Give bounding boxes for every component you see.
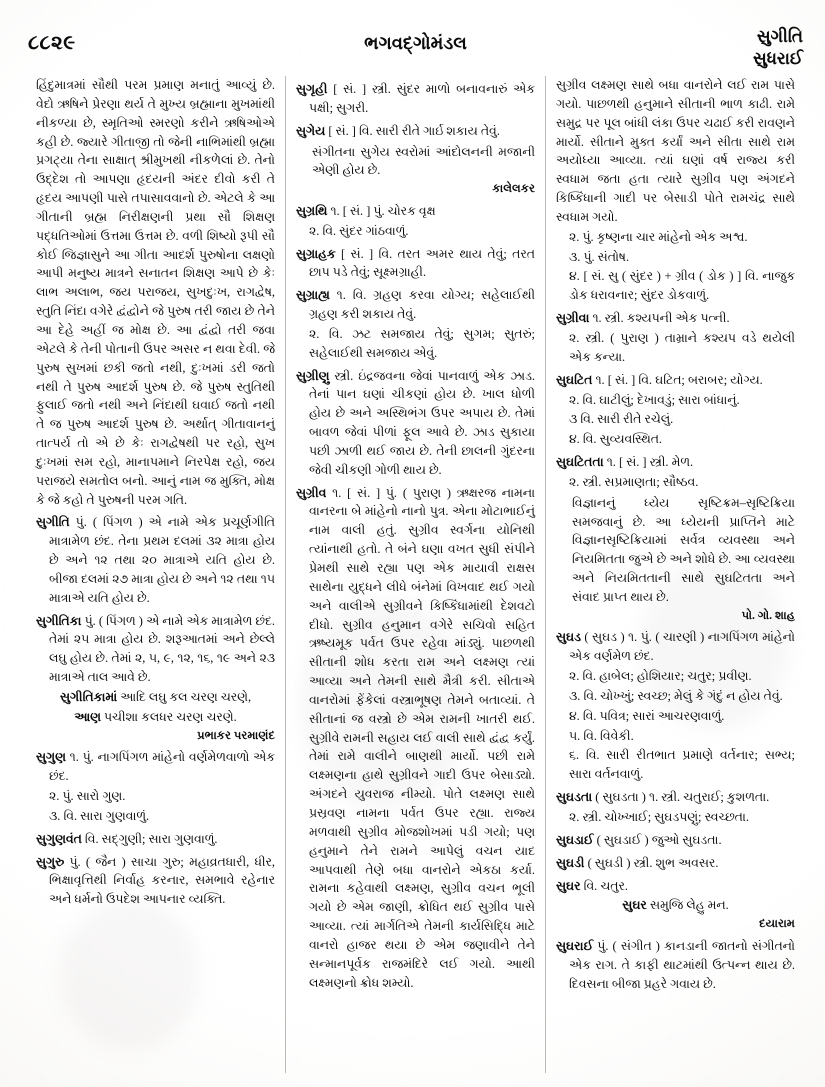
text-column-2 <box>285 76 545 1073</box>
sense-line: ૩. વિ. ચોખ્ખું; સ્વચ્છ; મેલું કે ગંદું ન હોય તેવું. <box>569 688 783 703</box>
dictionary-entry: સુઘરાઈ પું. ( સંગીત ) કાનડાની જાતનો સંગીતનો એક રાગ. તે કાફી થાટમાંથી ઉત્પન્ન થાય છે. દિવસના બીજા પ્રહરે ગવાય છે. <box>556 938 795 991</box>
citation-attribution: પ્રભાકર પરમાણંદ <box>197 728 275 742</box>
dictionary-entry: સુગ્રીણુ સ્ત્રી. ઇંદ્રજવના જેવાં પાનવાળું એક ઝાડ. તેનાં પાન ઘણાં ચીકણાં હોય છે. ખાલ ધોળી હોય છે અને અસ્થિભંગ ઉપર અપાય છે. તેમાં બાવળ જેવાં પીળાં ફૂલ આવે છે. ઝાડ સુકાયા પછી ઝાળી થઈ જાય છે. તેની છાલની ગુંદરના જેવી ચીકણી ગોળી થાય છે. <box>296 368 535 477</box>
sense-line: ૫. વિ. વિવેકી. <box>569 728 634 743</box>
guide-word-last: સુધરાઈ <box>752 49 803 69</box>
dictionary-entry: સુગૃહી [ સં. ] સ્ત્રી. સુંદર માળો બનાવનારું એક પક્ષી; સુગરી. <box>296 82 535 115</box>
carryover-paragraph: હિંદુમાત્રમાં સૌથી પરમ પ્રમાણ મનાતું આવ્યું છે. વેદો ઋષિને પ્રેરણા થર્ય તે મુખ્ય બ્રહ્માના મુખમાંથી નીકળ્યા છે, સ્મૃતિઓ સ્મરણો કરીને ઋષિઓએ કહી છે. જ્યારે ગીતાજી તો જેની નાભિમાંથી બ્રહ્મા પ્રગટ્યા તેના સાક્ષાત્ શ્રીમુખથી નીકળેલાં છે. તેનો ઉદ્દેશ તો આપણા હૃદયની અંદર દીવો કરી તે હૃદય આપણી પાસે તપાસાવવાનો છે. એટલે કે આ ગીતાની બ્રહ્મ નિરીક્ષણની પ્રથા સૌ શિક્ષણ પદ્ધતિઓમાં ઉત્તમા ઉત્તમ છે. વળી શિષ્યો રૂપી સૌ કોઈ જિજ્ઞાસુને આ ગીતા આદર્શ પુરુષોના લક્ષણો આપી મનુષ્ય માત્રને સનાતન શિક્ષણ આપે છે કેઃ લાભ અલાભ, જય પરાજય, સુખદુઃખ, રાગદ્વેષ, સ્તુતિ નિંદા વગેરે દ્વંદ્વોને જે પુરુષ તરી જાય છે તેને આ દેહે અહીં જ મોક્ષ છે. આ દ્વંદ્વો તરી જવા એટલે કે તેની પોતાની ઉપર અસર ન થવા દેવી. જે પુરુષ સુખમાં છકી જતો નથી, દુઃખમાં ડરી જતો નથી તે પુરુષ આદર્શ પુરુષ છે. જે પુરુષ સ્તુતિથી ફુલાઈ જતો નથી અને નિંદાથી ઘવાઈ જતો નથી તે જ પુરુષ આદર્શ પુરુષ છે. અર્થાત્ ગીતાવાનનું તાત્પર્ય તો એ છે કેઃ રાગદ્વેષથી પર રહો, સુખ દુઃખમાં સમ રહો, માનાપમાને નિરપેક્ષ રહો, જય પરાજયે સમતોલ બનો. આનું નામ જ મુક્તિ, મોક્ષ કે જે કહો તે પુરુષની પરમ ગતિ. <box>36 78 275 507</box>
usage-quote: વિજ્ઞાનનું ધ્યેય સૃષ્ટિક્રમ–સૃષ્ટિક્રિયા સમજવાનું છે. આ ધ્યેયની પ્રાપ્તિને માટે વિજ્ઞાનસૃષ્ટિક્રિયામાં સર્વત્ર વ્યવસ્થા અને નિયમિતતા જુએ છે અને શોધે છે. આ વ્યવસ્થા અને નિયમિતતાની સાથે સુઘટિતતા અને સંવાદ પ્રાપ્ત થાય છે. <box>572 495 795 604</box>
sense-line: ૨. વિ. હાબેલ; હોશિયાર; ચતુર; પ્રવીણ. <box>569 669 752 684</box>
sense-line: ૩. વિ. સારા ગુણવાળું. <box>49 808 150 823</box>
sense-line: ૨. પું. કૃષ્ણના ચાર માંહેનો એક અશ્વ. <box>569 229 748 244</box>
verse-line: આણ પચીશા કલધર ચરણ ચરણે. <box>74 709 237 724</box>
dictionary-entry: સુગેય [ સં. ] વિ. સારી રીતે ગાર્ઇ શકાય તેવું. <box>296 123 500 138</box>
dictionary-entry: સુઘર વિ. ચતુર. <box>556 878 628 893</box>
dictionary-entry: સુગુરુ પું. ( જૈન ) સાચા ગુરુ; મહાવ્રતધારી, ધીર, ભિક્ષાવૃત્તિથી નિર્વાહ કરનાર, સમભાવે રહેનાર અને ધર્મનો ઉપદેશ આપનાર વ્યક્તિ. <box>36 854 275 907</box>
sense-line: ૨. પું. સારો ગુણ. <box>49 788 126 803</box>
sense-line: ૩ વિ. સારી રીતે રચેલું. <box>569 412 674 427</box>
carryover-paragraph: સુગ્રીવ લક્ષ્મણ સાથે બધા વાનરોને લઈ રામ પાસે ગયો. પાછળથી હનુમાને સીતાની ભાળ કાઢી. રામે સમુદ્ર પર પૂલ બાંધી લંકા ઉપર ચઢાઈ કરી રાવણને માર્યો. સીતાને મુક્ત કર્યાં અને સીતા સાથે રામ અયોધ્યા આવ્યા. ત્યાં ઘણાં વર્ષ રાજ્ય કરી સ્વધામ જતા હતા ત્યારે સુગ્રીવ પણ અંગદને કિષ્કિંધાની ગાદી પર બેસાડી પોતે રામચંદ્ર સાથે સ્વધામ ગયો. <box>556 78 795 224</box>
dictionary-entry: સુગુણ ૧. પું. નાગપિંગળ માંહેનો વર્ણમેળવાળો એક છંદ. <box>36 750 275 784</box>
dictionary-entry: સુગુણવંત વિ. સદ્ગુણી; સારા ગુણવાળું. <box>36 831 218 846</box>
page-number: ૮૮૨૯ <box>28 32 76 54</box>
dictionary-entry: સુગ્રીવા ૧. સ્ત્રી. કશ્યપની એક પત્ની. <box>556 311 730 326</box>
dictionary-entry: સુઘટિત ૧. [ સં. ] વિ. ઘટિત; બરાબર; યોગ્ય. <box>556 372 763 387</box>
sense-line: ૨. સ્ત્રી. ચોખ્ખાઈ; સુઘડપણું; સ્વચ્છતા. <box>569 809 750 824</box>
sense-line: ૩. પું. સંતોષ. <box>569 249 630 264</box>
book-title: ભગવદ્ગોમંડલ <box>364 33 467 53</box>
guide-word-first: સુગીતિ <box>756 27 803 46</box>
citation-attribution: કાલેલકર <box>492 182 535 196</box>
usage-quote: સંગીતના સુગેય સ્વરોમાં આંદોલનની મજાની એણી હોય છે. <box>312 144 535 178</box>
sense-line: ૨. વિ. ઝટ સમજાય તેવું; સુગમ; સુતરું; સહેલાઈથી સમજાય એવું. <box>309 326 535 360</box>
sense-line: ૨. સ્ત્રી. ( પુરાણ ) તામ્રાને કશ્યપ વડે થયેલી એક કન્યા. <box>569 330 795 364</box>
column-container <box>26 76 805 1073</box>
text-column-1 <box>26 76 285 1073</box>
dictionary-entry: સુગીતિ પું. ( પિંગળ ) એ નામે એક પ્રચૂર્ણગીતિ માત્રામેળ છંદ. તેના પ્રથમ દલમાં ૩૨ માત્રા હોય છે અને ૧૨ તથા ૨૦ માત્રાએ યતિ હોય છે. બીજા દલમાં ૨૭ માત્રા હોય છે અને ૧૨ તથા ૧૫ માત્રાએ યતિ હોય છે. <box>36 515 275 605</box>
sense-line: ૬. વિ. સારી રીતભાત પ્રમાણે વર્તનાર; સભ્ય; સારા વર્તનવાળું. <box>569 748 795 782</box>
running-head <box>28 26 803 74</box>
dictionary-entry: સુગ્રાહક [ સં. ] વિ. તરત અમર થાય તેવું; તરત છાપ પડે તેવું; સૂક્ષ્મગ્રાહી. <box>296 246 535 280</box>
dictionary-entry: સુગીતિકા પું. ( પિંગળ ) એ નામે એક માત્રામેળ છંદ. તેમાં ૨૫ માત્રા હોય છે. શરૂઆતમાં અને છેલ્લે લઘુ હોય છે. તેમાં ૨, ૫, ૯, ૧૨, ૧૬, ૧૯ અને ૨૩ માત્રાએ તાલ આવે છે. <box>36 613 275 685</box>
citation-attribution: પો. ગો. શાહ <box>741 608 795 622</box>
guide-words <box>753 26 803 70</box>
dictionary-entry: સુગ્રથિ ૧. [ સં. ] પું. ચોરક વૃક્ષ <box>296 203 436 218</box>
verse-line: સુગીતિકામાં આદિ લઘુ કલ ચરણ ચરણે, <box>59 690 252 704</box>
dictionary-entry: સુગ્રાહ્ય ૧. વિ. ગ્રહણ કરવા યોગ્ય; સહેલાઈથી ગ્રહણ કરી શકાય તેવું. <box>296 288 535 322</box>
dictionary-entry: સુઘડાઈ ( સુઘડાઈ ) જુઓ સુઘડતા. <box>556 832 722 847</box>
verse-line: સુઘર સમુજિ લેહુ મન. <box>622 898 729 913</box>
sense-line: ૪. વિ. સુવ્યવસ્થિત. <box>569 432 663 447</box>
dictionary-entry: સુઘડ ( સુઘડ ) ૧. પું. ( ચારણી ) નાગપિંગળ માંહેનો એક વર્ણમેળ છંદ. <box>556 630 795 664</box>
sense-line: ૨. વિ. ઘાટીલું; દેખાવડું; સારા બાંધાનું. <box>569 392 740 407</box>
sense-line: ૪. વિ. પવિત્ર; સારાં આચરણવાળું. <box>569 708 725 723</box>
dictionary-entry: સુગ્રીવ ૧. [ સં. ] પું. ( પુરાણ ) ઋક્ષરજ નામના વાનરના બે માંહેનો નાનો પુત્ર. એના મોટાભાઈનું નામ વાલી હતું. સુગ્રીવ સ્વર્ગના યોનિથી ત્યાંનાથી હતો. તે બંને ઘણા વખત સુધી સંપીને પ્રેમથી સાથે રહ્યા પણ એક માયાવી રાક્ષસ સાથેના યુદ્ધને લીધે બંનેમાં વિખવાદ થઈ ગયો અને વાલીએ સુગ્રીવને કિષ્કિંધામાંથી દેશવટો દીધો. સુગ્રીવ હનુમાન વગેરે સચિવો સહિત ઋષ્યમૂક પર્વત ઉપર રહેવા માંડ્યું. પાછળથી સીતાની શોધ કરતા રામ અને લક્ષ્મણ ત્યાં આવ્યા અને તેમની સાથે મૈત્રી કરી. સીતાએ વાનરોમાં ફેંકેલાં વસ્ત્રાભૂષણ તેમને બતાવ્યાં. તે સીતાનાં જ વસ્ત્રો છે એમ રામની ખાતરી થઈ. સુગ્રીવે રામની સહાય લઈ વાલી સાથે દ્વંદ્વ કર્યું. તેમાં રામે વાલીને બાણથી માર્યો. પછી રામે લક્ષ્મણના હાથે સુગ્રીવને ગાદી ઉપર બેસાડ્યો. અંગદને યુવરાજ નીમ્યો. પોતે લક્ષ્મણ સાથે પ્રસ્રવણ નામના પર્વત ઉપર રહ્યા. રાજ્ય મળવાથી સુગ્રીવ મોજશોખમાં પડી ગયો; પણ હનુમાને તેને રામને આપેલું વચન યાદ આપવાથી તેણે બધા વાનરોને એકઠા કર્યા. રામના કહેવાથી લક્ષ્મણ, સુગ્રીવ વચન ભૂલી ગયો છે એમ જાણી, ક્રોધિત થઈ સુગ્રીવ પાસે આવ્યા. ત્યાં માર્ગતિએ તેમની કાર્યસિદ્ધિ માટે વાનરો હાજર થયા છે એમ જણાવીને તેને સન્માનપૂર્વક રાજમંદિરે લઈ ગયો. આથી લક્ષ્મણનો ક્રોધ શમ્યો. <box>296 485 535 990</box>
citation-attribution: દયારામ <box>759 917 795 931</box>
sense-line: ૪. [ સં. સુ ( સુંદર ) + ગ્રીવ ( ડોક ) ] વિ. નાજુક ડોક ધરાવનાર; સુંદર ડોકવાળું. <box>569 269 795 303</box>
dictionary-entry: સુઘટિતતા ૧. [ સં. ] સ્ત્રી. મેળ. <box>556 455 694 470</box>
dictionary-entry: સુઘડી ( સુઘડી ) સ્ત્રી. શુભ અવસર. <box>556 855 719 870</box>
text-column-3 <box>545 76 805 1073</box>
sense-line: ૨. સ્ત્રી. સપ્રમાણતા; સૌષ્ઠવ. <box>569 474 699 489</box>
dictionary-entry: સુઘડતા ( સુઘડતા ) ૧. સ્ત્રી. ચતુરાઈ; કુશળતા. <box>556 790 770 805</box>
sense-line: ૨. વિ. સુંદર ગાંઠવાળું. <box>309 223 409 238</box>
